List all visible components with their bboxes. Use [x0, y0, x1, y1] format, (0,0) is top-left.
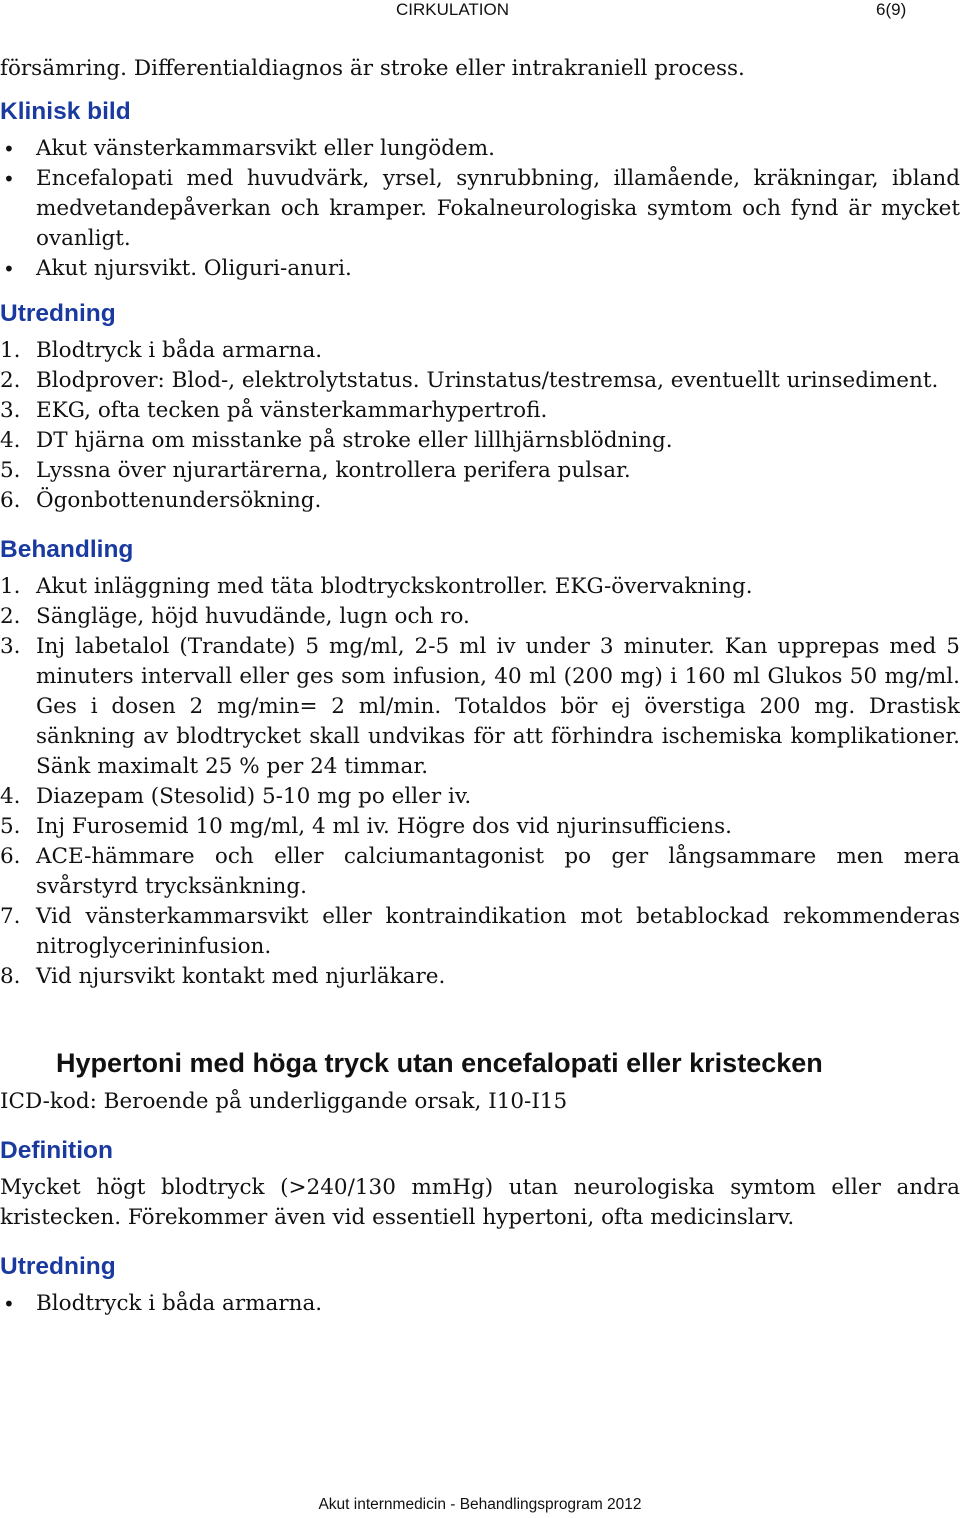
item-text: DT hjärna om misstanke på stroke eller lillhjärnsblödning.: [36, 428, 673, 453]
klinisk-bild-list: [0, 134, 960, 284]
section-name: CIRKULATION: [396, 0, 510, 19]
item-text: Blodprover: Blod-, elektrolytstatus. Urinstatus/testremsa, eventuellt urinsediment.: [36, 368, 939, 393]
list-item: [0, 366, 960, 396]
item-number: 6.: [0, 844, 21, 869]
list-item: [0, 812, 960, 842]
icd-code: ICD-kod: Beroende på underliggande orsak, I10-I15: [0, 1089, 568, 1114]
item-number: 1.: [0, 338, 21, 363]
list-item: • Blodtryck i båda armarna.: [0, 1289, 960, 1319]
utredning-2-list: [0, 1289, 960, 1319]
item-number: 8.: [0, 964, 21, 989]
item-number: 3.: [0, 634, 21, 659]
list-item: [0, 842, 960, 902]
intro-paragraph: försämring. Differentialdiagnos är stroke eller intrakraniell process.: [0, 56, 745, 81]
item-number: 1.: [0, 574, 21, 599]
list-item: [0, 336, 960, 366]
list-item: [0, 456, 960, 486]
list-item: [0, 426, 960, 456]
heading-utredning-2: Utredning: [0, 1253, 116, 1280]
page-number: 6(9): [876, 0, 907, 19]
item-number: 4.: [0, 784, 21, 809]
item-text: Vid njursvikt kontakt med njurläkare.: [36, 964, 446, 989]
item-text: Lyssna över njurartärerna, kontrollera perifera pulsar.: [36, 458, 631, 483]
list-item: • Akut njursvikt. Oliguri-anuri.: [0, 254, 960, 284]
heading-utredning: Utredning: [0, 300, 116, 327]
main-content: [0, 54, 960, 1319]
list-item: [0, 902, 960, 962]
list-item: [0, 396, 960, 426]
behandling-list: [0, 572, 960, 992]
item-text: Sängläge, höjd huvudände, lugn och ro.: [36, 604, 470, 629]
list-item: [0, 572, 960, 602]
item-number: 4.: [0, 428, 21, 453]
heading-behandling: Behandling: [0, 536, 134, 563]
item-number: 2.: [0, 368, 21, 393]
item-text: EKG, ofta tecken på vänsterkammarhypertrofi.: [36, 398, 548, 423]
list-item: • Encefalopati med huvudvärk, yrsel, synrubbning, illamående, kräkningar, ibland medvetandepåverkan och kramper. Fokalneurologiska symtom och fynd är mycket ovanligt.: [0, 164, 960, 254]
list-item: [0, 602, 960, 632]
item-text: Inj Furosemid 10 mg/ml, 4 ml iv. Högre dos vid njurinsufficiens.: [36, 814, 732, 839]
item-number: 6.: [0, 488, 21, 513]
item-number: 3.: [0, 398, 21, 423]
heading-klinisk-bild: Klinisk bild: [0, 98, 131, 125]
item-number: 5.: [0, 458, 21, 483]
item-text: Vid vänsterkammarsvikt eller kontraindikation mot betablockad rekommenderas nitroglycerininfusion.: [36, 904, 960, 959]
list-item: • Akut vänsterkammarsvikt eller lungödem.: [0, 134, 960, 164]
page-footer: Akut internmedicin - Behandlingsprogram 2012: [318, 1496, 642, 1513]
item-text: ACE-hämmare och eller calciumantagonist po ger långsammare men mera svårstyrd trycksänkning.: [36, 844, 960, 899]
item-number: 7.: [0, 904, 21, 929]
utredning-list: [0, 336, 960, 516]
item-text: Blodtryck i båda armarna.: [36, 338, 323, 363]
item-text: Akut inläggning med täta blodtryckskontroller. EKG-övervakning.: [36, 574, 753, 599]
list-item: [0, 486, 960, 516]
item-text: Ögonbottenundersökning.: [36, 488, 322, 513]
definition-text: Mycket högt blodtryck (>240/130 mmHg) utan neurologiska symtom eller andra kristecken. Förekommer även vid essentiell hypertoni, ofta medicinslarv.: [0, 1175, 960, 1230]
item-number: 2.: [0, 604, 21, 629]
running-header: [0, 0, 960, 22]
list-item: [0, 962, 960, 992]
list-item: [0, 632, 960, 782]
item-text: Diazepam (Stesolid) 5-10 mg po eller iv.: [36, 784, 472, 809]
section-title: Hypertoni med höga tryck utan encefalopati eller kristecken: [56, 1048, 823, 1078]
heading-definition: Definition: [0, 1137, 113, 1164]
item-number: 5.: [0, 814, 21, 839]
list-item: [0, 782, 960, 812]
item-text: Inj labetalol (Trandate) 5 mg/ml, 2-5 ml iv under 3 minuter. Kan upprepas med 5 minuters intervall eller ges som infusion, 40 ml (200 mg) i 160 ml Glukos 50 mg/ml. Ges i dosen 2 mg/min= 2 ml/min. Totaldos bör ej överstiga 200 mg. Drastisk sänkning av blodtrycket skall undvikas för att förhindra ischemiska komplikationer. Sänk maximalt 25 % per 24 timmar.: [36, 634, 960, 779]
